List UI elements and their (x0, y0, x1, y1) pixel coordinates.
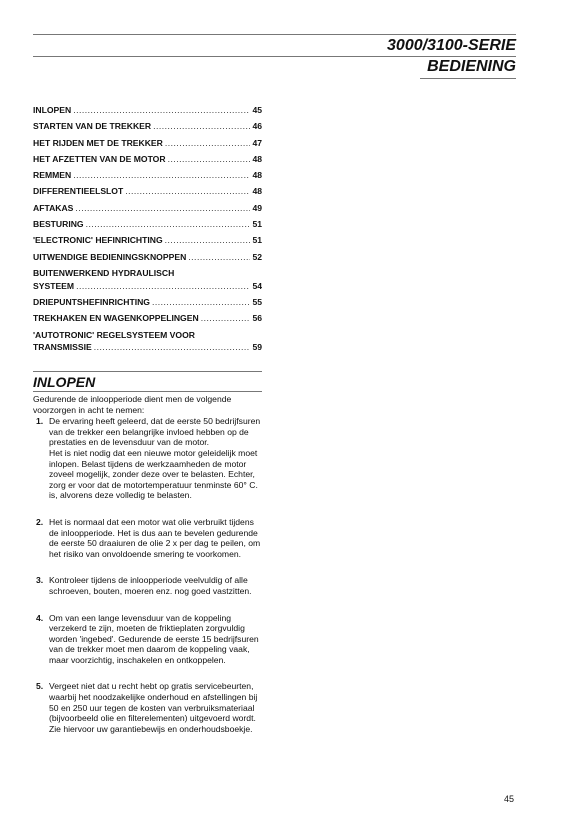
toc-leader-dots (125, 183, 250, 199)
toc-leader-dots (73, 102, 250, 118)
toc-item-page: 48 (252, 153, 262, 164)
toc-item (33, 327, 262, 354)
page-number: 45 (504, 794, 515, 804)
toc-item-label: DIFFERENTIEELSLOT (33, 186, 124, 197)
toc-item (33, 118, 262, 134)
toc-leader-dots (73, 167, 250, 183)
toc-item-label: 'ELECTRONIC' HEFINRICHTING (33, 235, 163, 246)
toc-item-page: 51 (252, 219, 262, 230)
toc-item-label: AFTAKAS (33, 202, 74, 213)
toc-item (33, 216, 262, 232)
list-item-text: De ervaring heeft geleerd, dat de eerste 50 bedrijfsuren van de trekker een belangrijke invloed hebben op de prestaties en de levensduur van de motor. (49, 416, 261, 448)
toc-item (33, 200, 262, 216)
toc-item-label: DRIEPUNTSHEFINRICHTING (33, 297, 150, 308)
toc-item (33, 265, 262, 294)
toc-item (33, 167, 262, 183)
toc-item-label: TRANSMISSIE (33, 342, 92, 353)
toc-item-page: 48 (252, 170, 262, 181)
toc-item (33, 249, 262, 265)
toc-leader-dots (188, 249, 250, 265)
toc-item-label: BESTURING (33, 219, 84, 230)
list-item (33, 681, 261, 734)
toc-item-page: 59 (252, 342, 262, 353)
toc-leader-dots (152, 294, 250, 310)
list-item (33, 613, 261, 666)
section-rule-top (33, 371, 262, 372)
toc-item-label-line1: 'AUTOTRONIC' REGELSYSTEEM VOOR (33, 329, 195, 340)
toc-item (33, 183, 262, 199)
chapter-title: BEDIENING (427, 58, 516, 75)
list-item-text: Het is niet nodig dat een nieuwe motor geleidelijk moet inlopen. Belast tijdens de werkzaamheden de motor zoveel mogelijk, zonder deze over te belasten. Echter, zorg er voor dat de motortemperatuur tenminste 60° C. is, alvorens deze volledig te belasten. (49, 447, 258, 501)
toc-leader-dots (76, 280, 250, 293)
toc-item-page: 55 (252, 297, 262, 308)
toc-item (33, 310, 262, 326)
list-item-number: 3. (36, 575, 44, 586)
list-item-number: 4. (36, 612, 44, 623)
toc-item-label: INLOPEN (33, 105, 72, 115)
toc-item-page: 45 (252, 105, 262, 115)
toc-leader-dots (86, 216, 251, 232)
toc-item-label: TREKHAKEN EN WAGENKOPPELINGEN (33, 313, 199, 324)
toc-leader-dots (165, 232, 251, 248)
toc-item-page: 52 (252, 251, 262, 262)
intro-paragraph: Gedurende de inloopperiode dient men de volgende voorzorgen in acht te nemen: (33, 394, 232, 415)
table-of-contents (33, 102, 262, 354)
toc-item (33, 135, 262, 151)
toc-leader-dots (168, 151, 251, 167)
toc-leader-dots (75, 200, 250, 216)
header-rule-top (33, 34, 516, 35)
toc-item-page: 51 (252, 235, 262, 246)
list-item-number: 5. (36, 681, 44, 692)
toc-item-label-line1: BUITENWERKEND HYDRAULISCH (33, 267, 175, 278)
toc-item-label: UITWENDIGE BEDIENINGSKNOPPEN (33, 251, 187, 262)
list-item (33, 517, 261, 559)
toc-leader-dots (153, 118, 250, 134)
section-title: INLOPEN (33, 374, 96, 390)
toc-item-page: 47 (252, 137, 262, 148)
toc-item-label: STARTEN VAN DE TREKKER (33, 121, 152, 132)
list-item-number: 1. (36, 416, 44, 427)
section-body (33, 394, 261, 734)
toc-item-page: 56 (252, 313, 262, 324)
toc-leader-dots (165, 135, 251, 151)
header-rule-bottom (420, 78, 516, 79)
toc-item-page: 54 (252, 280, 262, 291)
toc-item-page: 48 (252, 186, 262, 197)
toc-leader-dots (201, 310, 251, 326)
toc-item-label: HET RIJDEN MET DE TREKKER (33, 137, 163, 148)
toc-item-page: 46 (252, 121, 262, 132)
section-rule-bottom (33, 391, 262, 392)
instruction-list (33, 416, 261, 734)
toc-item-label: SYSTEEM (33, 280, 75, 291)
toc-item (33, 294, 262, 310)
list-item-text: Om van een lange levensduur van de koppeling verzekerd te zijn, moeten de friktieplaten zorgvuldig worden 'ingebed'. Gedurende de eerste 15 bedrijfsuren van de trekker moet men daarom de koppeling vaak, maar voorzichtig, inschakelen en ontkoppelen. (49, 612, 259, 665)
list-item-text: Vergeet niet dat u recht hebt op gratis servicebeurten, waarbij het noodzakelijke onderhoud en afstellingen bij 50 en 250 uur tegen de kosten van verbruiksmateriaal (bijvoorbeeld olie en filterelementen) uitgevoerd wordt. Zie hiervoor uw garantiebewijs en onderhoudsboekje. (49, 681, 258, 734)
list-item-text: Het is normaal dat een motor wat olie verbruikt tijdens de inloopperiode. Het is dus aan te bevelen gedurende de eerste 50 draaiuren de olie 2 x per dag te peilen, om het risiko van onvoldoende smering te voorkomen. (49, 516, 261, 559)
toc-leader-dots (94, 341, 251, 354)
toc-item (33, 232, 262, 248)
list-item-text: Kontroleer tijdens de inloopperiode veelvuldig of alle schroeven, bouten, moeren enz. nog goed vastzitten. (49, 575, 252, 596)
toc-item-label: HET AFZETTEN VAN DE MOTOR (33, 153, 166, 164)
toc-item-page: 49 (252, 202, 262, 213)
toc-item-label: REMMEN (33, 170, 72, 181)
list-item-number: 2. (36, 516, 44, 527)
series-title: 3000/3100-SERIE (387, 37, 516, 54)
list-item (33, 575, 261, 596)
toc-item (33, 102, 262, 118)
toc-item (33, 151, 262, 167)
list-item (33, 416, 261, 501)
